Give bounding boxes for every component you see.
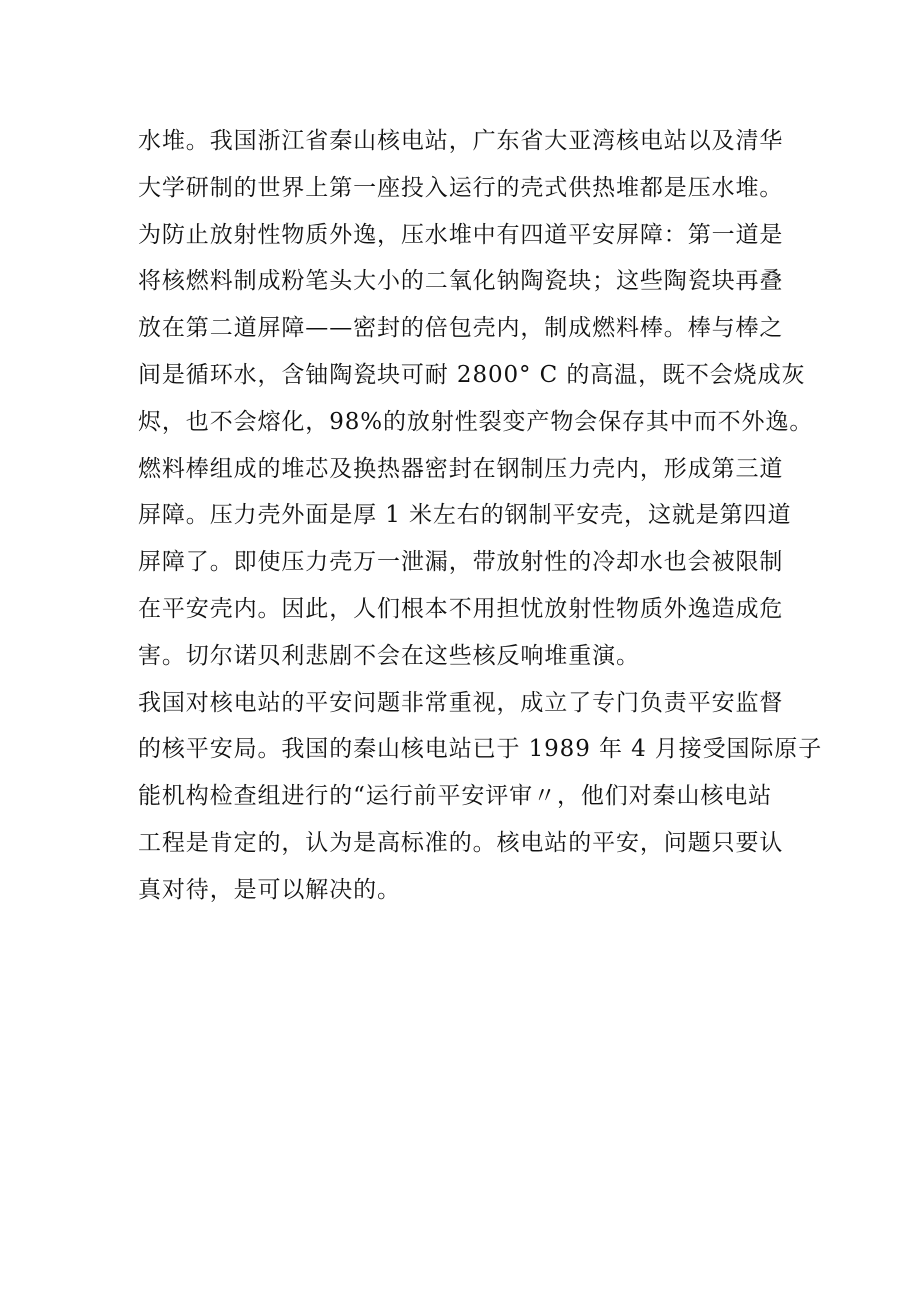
- text-line: 的核平安局。我国的秦山核电站已于 1989 年 4 月接受国际原子: [138, 736, 823, 763]
- text-line: 间是循环水，含铀陶瓷块可耐 2800° C 的高温，既不会烧成灰: [138, 361, 806, 388]
- text-line: 能机构检查组进行的“运行前平安评审〃，他们对秦山核电站: [138, 783, 773, 810]
- text-line: 烬，也不会熔化，98%的放射性裂变产物会保存其中而不外逸。: [138, 408, 814, 435]
- text-line: 屏障了。即使压力壳万一泄漏，带放射性的冷却水也会被限制: [138, 549, 784, 576]
- text-line: 害。切尔诺贝利悲剧不会在这些核反响堆重演。: [138, 642, 640, 669]
- text-line: 大学研制的世界上第一座投入运行的壳式供热堆都是压水堆。: [138, 174, 784, 201]
- text-line: 为防止放射性物质外逸，压水堆中有四道平安屏障：第一道是: [138, 221, 784, 248]
- text-line: 水堆。我国浙江省秦山核电站，广东省大亚湾核电站以及清华: [138, 128, 784, 154]
- text-line: 放在第二道屏障——密封的倍包壳内，制成燃料棒。棒与棒之: [138, 315, 784, 342]
- text-line: 我国对核电站的平安问题非常重视，成立了专门负责平安监督: [138, 689, 784, 716]
- text-line: 燃料棒组成的堆芯及换热器密封在钢制压力壳内，形成第三道: [138, 455, 784, 482]
- text-line: 将核燃料制成粉笔头大小的二氧化钠陶瓷块；这些陶瓷块再叠: [138, 268, 784, 295]
- text-line: 屏障。压力壳外面是厚 1 米左右的钢制平安壳，这就是第四道: [138, 502, 792, 529]
- text-line: 在平安壳内。因此，人们根本不用担忧放射性物质外逸造成危: [138, 595, 784, 622]
- text-line: 真对待，是可以解决的。: [138, 876, 401, 903]
- body-text: [138, 118, 823, 914]
- text-line: 工程是肯定的，认为是高标准的。核电站的平安，问题只要认: [138, 829, 784, 856]
